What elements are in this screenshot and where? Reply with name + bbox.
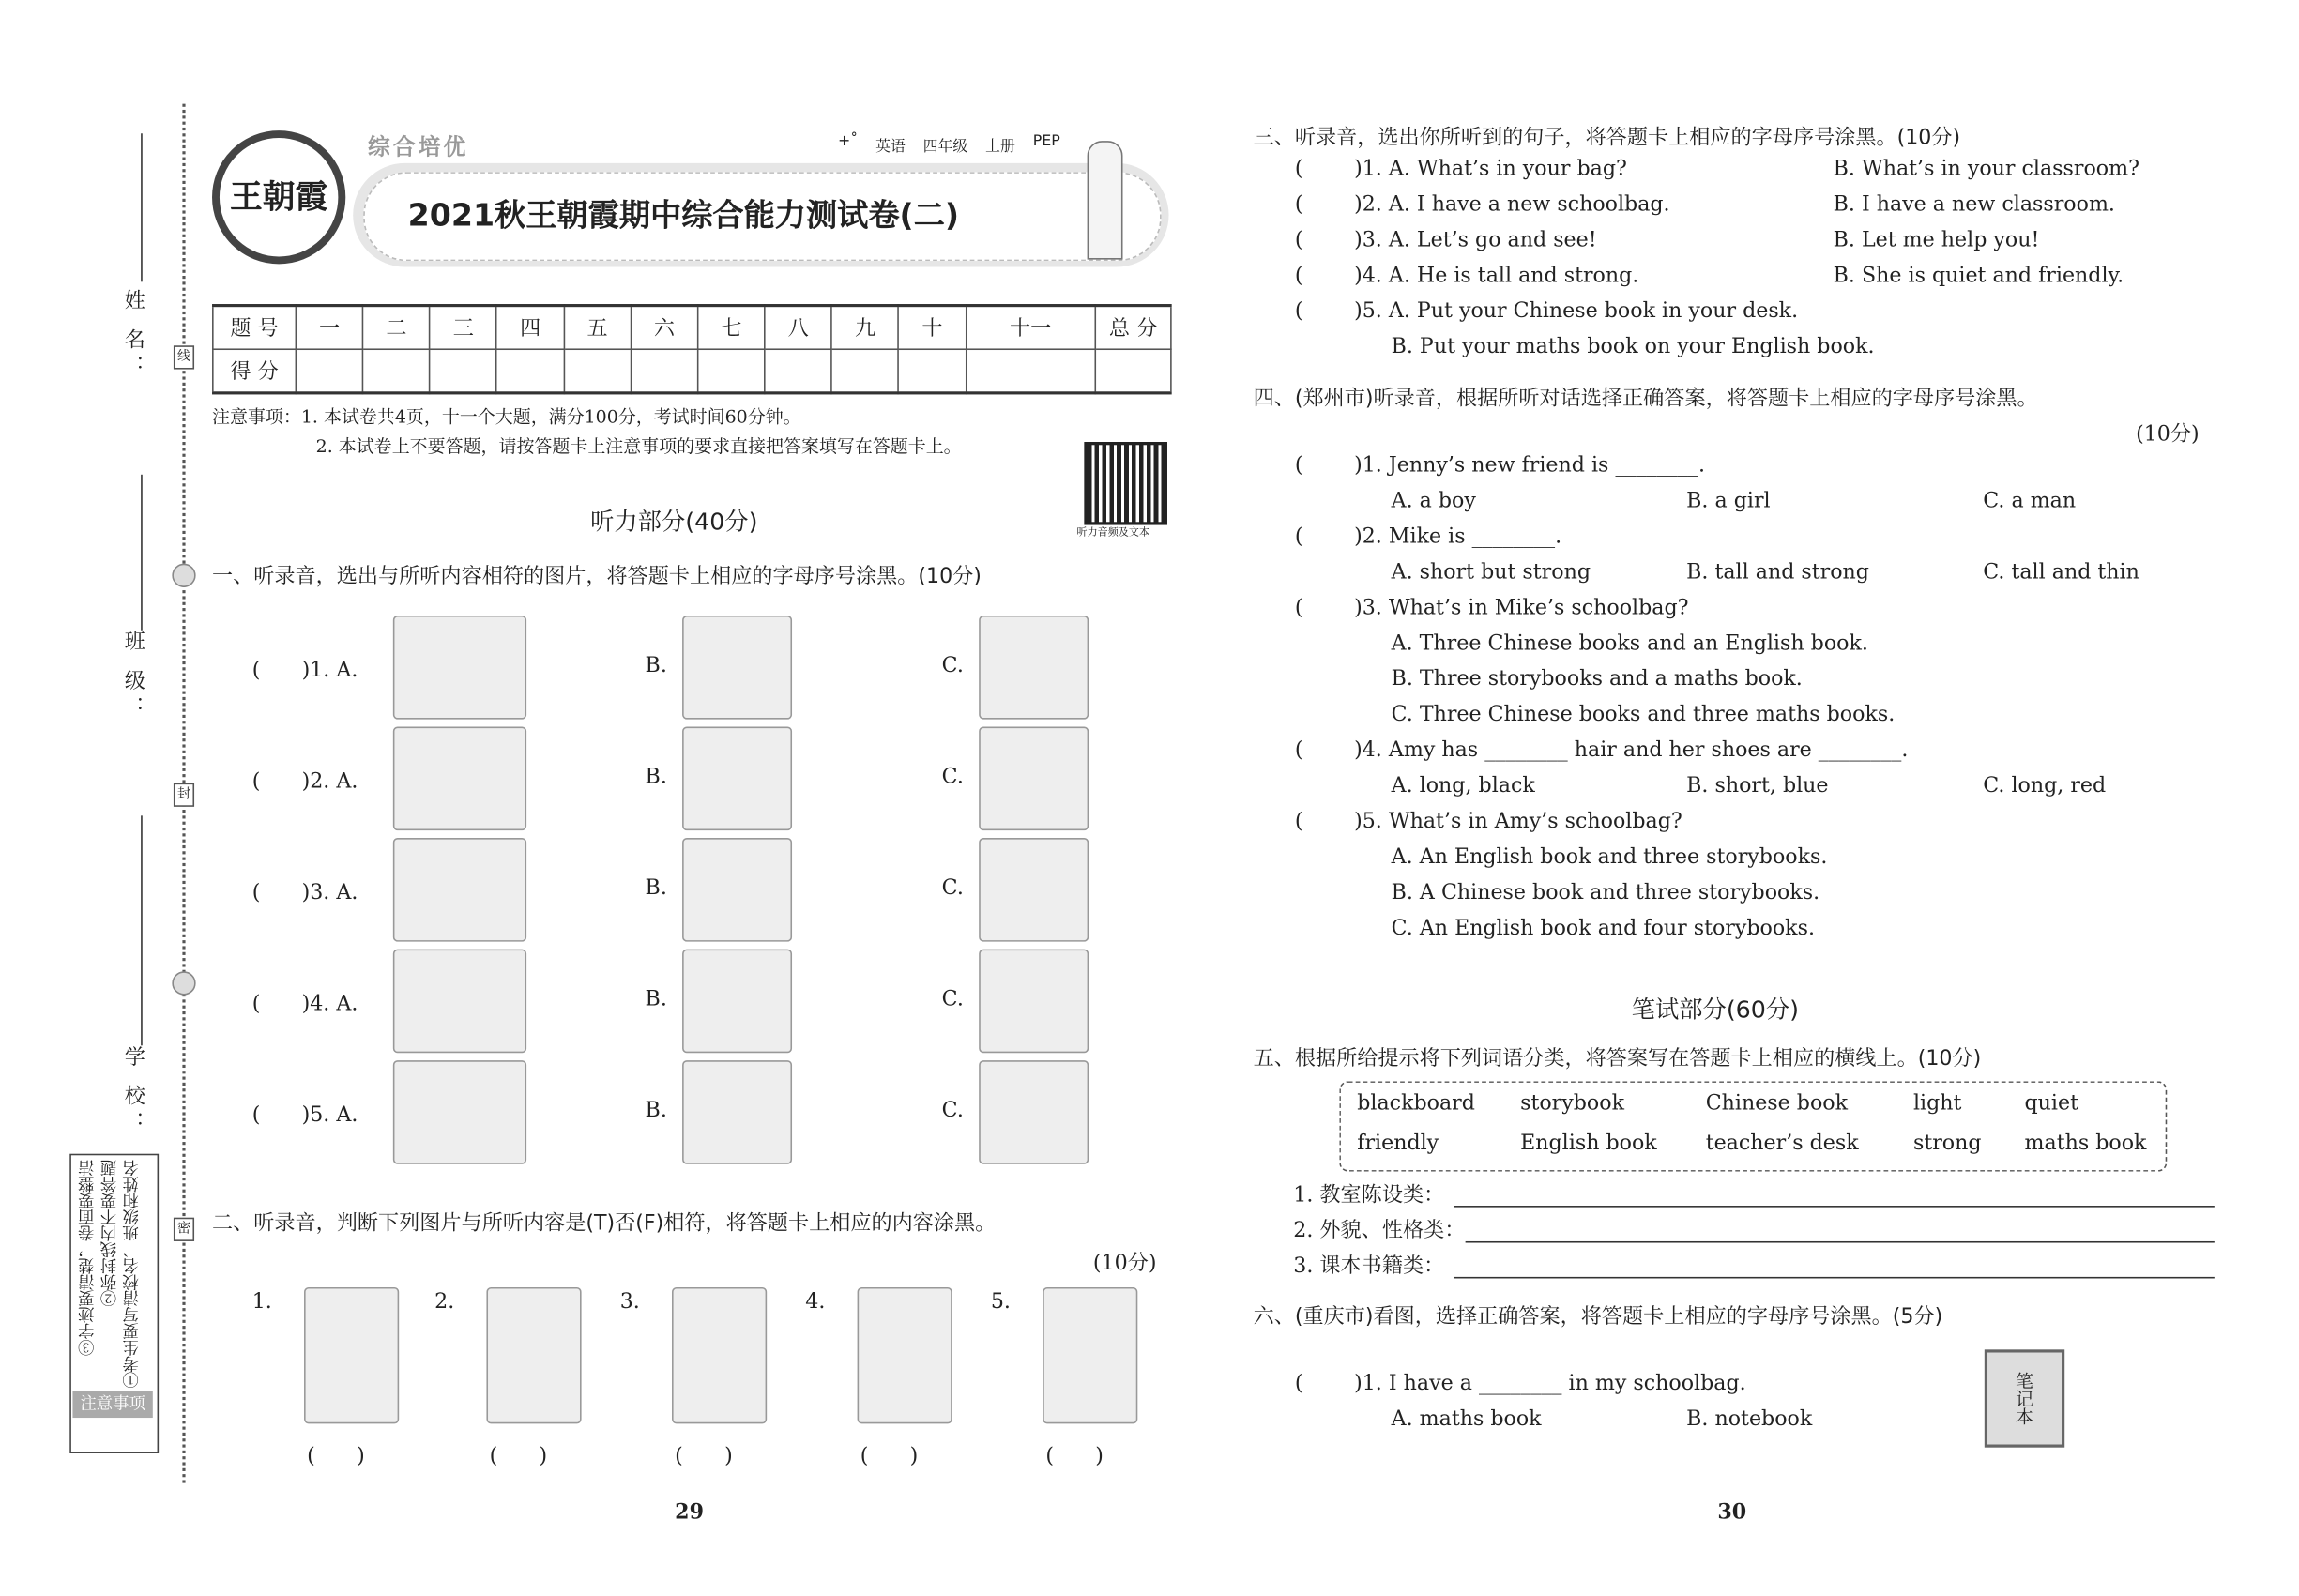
- q5-heading: 五、根据所给提示将下列词语分类，将答案写在答题卡上相应的横线上。(10分): [1253, 1046, 1982, 1072]
- word-bank-item: Chinese book: [1705, 1091, 1849, 1116]
- class-label: 班 级：: [121, 630, 145, 723]
- answer-paren[interactable]: (: [1294, 228, 1303, 252]
- q2-heading: 二、听录音，判断下列图片与所听内容是(T)否(F)相符，将答题卡上相应的内容涂黑。: [212, 1211, 997, 1236]
- q1-item-label: ( )2. A.: [251, 769, 358, 794]
- score-table: [212, 304, 1172, 394]
- option-c: C. Three Chinese books and three maths books.: [1391, 703, 1896, 727]
- q1-item-label: ( )3. A.: [251, 880, 358, 905]
- option-b: B. A Chinese book and three storybooks.: [1391, 880, 1820, 905]
- word-bank-item: blackboard: [1357, 1091, 1475, 1116]
- q4-1-stem: )1. Jenny’s new friend is ________.: [1354, 453, 1705, 478]
- q3-option-a: )1. A. What’s in your bag?: [1354, 157, 1627, 181]
- q2-answer-blank[interactable]: ( ): [675, 1444, 733, 1468]
- q2-1-picture: [304, 1287, 399, 1423]
- q3-option-b: B. She is quiet and friendly.: [1833, 264, 2124, 288]
- q3-option-a: )2. A. I have a new schoolbag.: [1354, 192, 1670, 217]
- option-c-label: C.: [941, 1099, 964, 1123]
- option-a: A. An English book and three storybooks.: [1391, 844, 1828, 870]
- word-bank-item: strong: [1912, 1131, 1982, 1156]
- score-cell[interactable]: [363, 349, 430, 393]
- option-c-label: C.: [941, 654, 964, 678]
- q2-item-number: 5.: [990, 1290, 1011, 1315]
- listening-section-title: 听力部分(40分): [590, 507, 758, 536]
- score-cell[interactable]: [631, 349, 697, 393]
- notice-item: ②弥封线内不要答题: [99, 1160, 119, 1307]
- q3-option-b: B. Put your maths book on your English book.: [1391, 335, 1875, 359]
- q2-answer-blank[interactable]: ( ): [1045, 1444, 1104, 1468]
- q1-3-picture-c: [979, 838, 1089, 942]
- answer-paren[interactable]: (: [1294, 192, 1303, 217]
- q1-5-picture-b: [682, 1060, 792, 1164]
- answer-paren[interactable]: (: [1294, 524, 1303, 549]
- word-bank-item: maths book: [2024, 1131, 2147, 1156]
- q2-answer-blank[interactable]: ( ): [489, 1444, 548, 1468]
- table-header-cell: 总 分: [1095, 306, 1171, 350]
- option-b: B. notebook: [1686, 1406, 1813, 1432]
- category-answer-line[interactable]: [1454, 1206, 2215, 1208]
- option-c-label: C.: [941, 876, 964, 901]
- q3-option-b: B. Let me help you!: [1833, 228, 2040, 252]
- q1-2-picture-a: [393, 726, 526, 830]
- page-title: 2021秋王朝霞期中综合能力测试卷(二): [407, 197, 960, 234]
- score-row-label: 得 分: [213, 349, 297, 393]
- q1-5-picture-c: [979, 1060, 1089, 1164]
- q1-2-picture-b: [682, 726, 792, 830]
- answer-paren[interactable]: (: [1294, 1372, 1303, 1396]
- q1-item-label: ( )5. A.: [251, 1102, 358, 1128]
- q4-5-stem: )5. What’s in Amy’s schoolbag?: [1354, 810, 1682, 834]
- name-field[interactable]: [141, 133, 143, 281]
- q2-score: (10分): [1092, 1252, 1157, 1276]
- q1-3-picture-b: [682, 838, 792, 942]
- subject: 英语: [875, 139, 906, 156]
- option-a: A. maths book: [1391, 1406, 1542, 1432]
- q1-1-picture-a: [393, 616, 526, 720]
- option-b-label: B.: [645, 1099, 667, 1123]
- score-cell[interactable]: [1095, 349, 1171, 393]
- q4-4-stem: )4. Amy has ________ hair and her shoes are ________.: [1354, 738, 1909, 763]
- option-a: A. short but strong: [1391, 560, 1591, 585]
- q1-heading: 一、听录音，选出与所听内容相符的图片，将答题卡上相应的字母序号涂黑。(10分): [212, 565, 982, 589]
- q2-item-number: 2.: [434, 1290, 455, 1315]
- answer-paren[interactable]: (: [1294, 738, 1303, 763]
- score-cell[interactable]: [765, 349, 831, 393]
- word-bank-item: friendly: [1357, 1131, 1439, 1156]
- school-field[interactable]: [141, 815, 143, 1045]
- name-label: 姓 名：: [121, 289, 145, 382]
- q1-4-picture-c: [979, 950, 1089, 1054]
- notes-line-2: 2. 本试卷上不要答题，请按答题卡上注意事项的要求直接把答案填写在答题卡上。: [315, 435, 962, 457]
- option-b-label: B.: [645, 876, 667, 901]
- category-label: 2. 外貌、性格类：: [1293, 1219, 1466, 1243]
- score-cell[interactable]: [496, 349, 563, 393]
- brand-logo: 王朝霞: [212, 130, 345, 264]
- q2-item-number: 3.: [619, 1290, 640, 1315]
- word-bank-item: English book: [1520, 1131, 1657, 1156]
- class-field[interactable]: [141, 475, 143, 631]
- q6-heading: 六、(重庆市)看图，选择正确答案，将答题卡上相应的字母序号涂黑。(5分): [1253, 1304, 1943, 1330]
- q1-1-picture-b: [682, 616, 792, 720]
- table-header-cell: 一: [296, 306, 362, 350]
- score-cell[interactable]: [831, 349, 898, 393]
- q4-score: (10分): [2136, 422, 2200, 447]
- option-c: C. long, red: [1983, 774, 2107, 798]
- table-header-cell: 题 号: [213, 306, 297, 350]
- q2-item-number: 1.: [251, 1290, 272, 1315]
- subject-meta: [838, 133, 1060, 156]
- score-cell[interactable]: [430, 349, 496, 393]
- table-header-cell: 六: [631, 306, 697, 350]
- table-row: [213, 349, 1171, 393]
- answer-paren[interactable]: (: [1294, 157, 1303, 181]
- table-header-cell: 四: [496, 306, 563, 350]
- word-bank-item: storybook: [1520, 1091, 1625, 1116]
- option-c: C. a man: [1983, 489, 2077, 513]
- q3-option-a: )5. A. Put your Chinese book in your desk.: [1354, 299, 1799, 324]
- page-number-right: 30: [1717, 1500, 1747, 1525]
- table-header-cell: 五: [564, 306, 631, 350]
- notebook-picture: 笔记本: [1985, 1349, 2064, 1447]
- q4-3-stem: )3. What’s in Mike’s schoolbag?: [1354, 596, 1689, 620]
- option-b: B. a girl: [1686, 489, 1771, 513]
- q1-item-label: ( )4. A.: [251, 992, 358, 1016]
- table-header-cell: 十一: [966, 306, 1095, 350]
- category-answer-line[interactable]: [1454, 1277, 2215, 1279]
- q2-3-picture: [672, 1287, 767, 1423]
- table-header-cell: 十: [899, 306, 966, 350]
- score-cell[interactable]: [296, 349, 362, 393]
- option-c-label: C.: [941, 987, 964, 1011]
- word-bank-item: quiet: [2024, 1091, 2079, 1116]
- q2-answer-blank[interactable]: ( ): [307, 1444, 365, 1468]
- lighthouse-icon: [1088, 141, 1123, 259]
- seal-char-xian: 线: [174, 345, 194, 369]
- table-header-cell: 七: [698, 306, 765, 350]
- answer-paren[interactable]: (: [1294, 453, 1303, 478]
- grade: 四年级: [922, 139, 968, 156]
- plus-icon: +˚: [838, 133, 859, 150]
- notes-line-1: 注意事项：1. 本试卷共4页，十一个大题，满分100分，考试时间60分钟。: [212, 406, 801, 428]
- option-c: C. An English book and four storybooks.: [1391, 916, 1815, 941]
- school-label: 学 校：: [121, 1045, 145, 1139]
- q3-heading: 三、听录音，选出你所听到的句子，将答题卡上相应的字母序号涂黑。(10分): [1253, 126, 1961, 150]
- seal-char-mi: 密: [174, 1218, 194, 1241]
- q1-4-picture-b: [682, 950, 792, 1054]
- notice-title: 注意事项: [72, 1391, 152, 1418]
- answer-paren[interactable]: (: [1294, 596, 1303, 620]
- option-b-label: B.: [645, 654, 667, 678]
- table-row: [213, 306, 1171, 350]
- q1-3-picture-a: [393, 838, 526, 942]
- q1-1-picture-c: [979, 616, 1089, 720]
- option-a: A. long, black: [1391, 774, 1535, 798]
- option-a: A. a boy: [1391, 489, 1476, 513]
- q1-item-label: ( )1. A.: [251, 658, 358, 683]
- answer-paren[interactable]: (: [1294, 299, 1303, 324]
- q3-option-b: B. What’s in your classroom?: [1833, 157, 2139, 181]
- option-a: A. Three Chinese books and an English book.: [1391, 631, 1868, 656]
- qr-code-icon[interactable]: [1084, 442, 1167, 525]
- table-header-cell: 九: [831, 306, 898, 350]
- score-cell[interactable]: [966, 349, 1095, 393]
- notice-item: ③字迹要清楚，卷面要整洁: [77, 1160, 97, 1356]
- option-b: B. short, blue: [1686, 774, 1829, 798]
- q2-answer-blank[interactable]: ( ): [860, 1444, 919, 1468]
- volume: 上册: [985, 139, 1015, 156]
- category-answer-line[interactable]: [1466, 1241, 2215, 1243]
- category-label: 1. 教室陈设类：: [1293, 1183, 1445, 1208]
- q4-2-stem: )2. Mike is ________.: [1354, 524, 1562, 549]
- q6-1-stem: )1. I have a ________ in my schoolbag.: [1354, 1372, 1746, 1396]
- option-b-label: B.: [645, 987, 667, 1011]
- edition: PEP: [1032, 133, 1060, 150]
- q1-2-picture-c: [979, 726, 1089, 830]
- score-cell[interactable]: [698, 349, 765, 393]
- page-number-left: 29: [675, 1500, 704, 1525]
- answer-paren[interactable]: (: [1294, 264, 1303, 288]
- score-cell[interactable]: [564, 349, 631, 393]
- qr-caption: 听力音频及文本: [1076, 526, 1150, 539]
- notice-item: ①考生要写清校名、班级和姓名: [121, 1160, 142, 1389]
- q2-4-picture: [858, 1287, 952, 1423]
- option-c-label: C.: [941, 765, 964, 789]
- q2-2-picture: [486, 1287, 581, 1423]
- category-label: 3. 课本书籍类：: [1293, 1254, 1445, 1279]
- binding-hole-icon: [172, 971, 195, 995]
- option-b-label: B.: [645, 765, 667, 789]
- q4-heading: 四、(郑州市)听录音，根据所听对话选择正确答案，将答题卡上相应的字母序号涂黑。: [1253, 387, 2038, 411]
- answer-paren[interactable]: (: [1294, 810, 1303, 834]
- q1-4-picture-a: [393, 950, 526, 1054]
- score-cell[interactable]: [899, 349, 966, 393]
- writing-section-title: 笔试部分(60分): [1631, 995, 1800, 1024]
- option-b: B. tall and strong: [1686, 560, 1869, 585]
- seal-char-feng: 封: [174, 783, 194, 807]
- option-c: C. tall and thin: [1983, 560, 2139, 585]
- table-header-cell: 三: [430, 306, 496, 350]
- q3-option-a: )3. A. Let’s go and see!: [1354, 228, 1597, 252]
- binding-hole-icon: [172, 564, 195, 587]
- q3-option-b: B. I have a new classroom.: [1833, 192, 2115, 217]
- word-bank-item: teacher’s desk: [1705, 1131, 1859, 1156]
- q3-option-a: )4. A. He is tall and strong.: [1354, 264, 1639, 288]
- word-bank-item: light: [1912, 1091, 1962, 1116]
- q1-5-picture-a: [393, 1060, 526, 1164]
- table-header-cell: 二: [363, 306, 430, 350]
- table-header-cell: 八: [765, 306, 831, 350]
- q2-5-picture: [1043, 1287, 1137, 1423]
- option-b: B. Three storybooks and a maths book.: [1391, 667, 1803, 692]
- series-label: 综合培优: [367, 133, 469, 160]
- q2-item-number: 4.: [805, 1290, 826, 1315]
